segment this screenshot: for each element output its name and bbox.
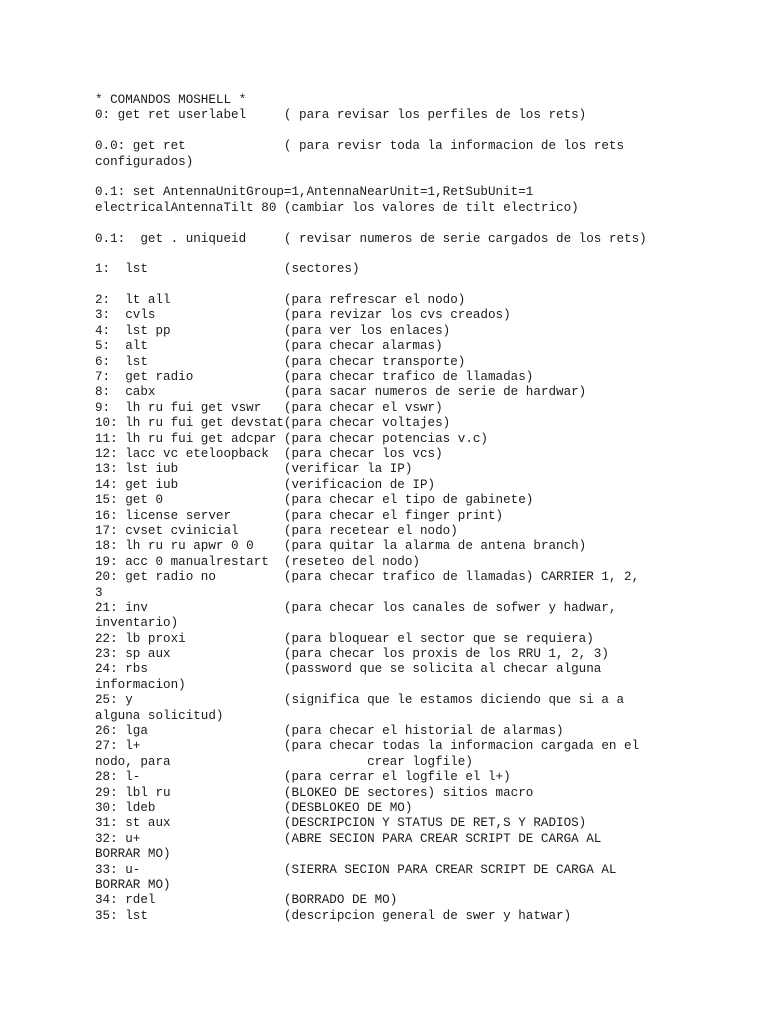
command-line: electricalAntennaTilt 80 (cambiar los valores de tilt electrico) [95, 200, 579, 215]
command-line: nodo, para crear logfile) [95, 754, 473, 769]
command-line: 0.1: set AntennaUnitGroup=1,AntennaNearUnit=1,RetSubUnit=1 [95, 185, 534, 200]
command-line: 29: lbl ru (BLOKEO DE sectores) sitios macro [95, 785, 534, 800]
command-line: 8: cabx (para sacar numeros de serie de hardwar) [95, 385, 587, 400]
command-line: 32: u+ (ABRE SECION PARA CREAR SCRIPT DE CARGA AL [95, 831, 602, 846]
document-title: * COMANDOS MOSHELL * [95, 93, 247, 107]
command-line: inventario) [95, 616, 179, 631]
command-line: 0.1: get . uniqueid ( revisar numeros de serie cargados de los rets) [95, 231, 647, 246]
command-line: 22: lb proxi (para bloquear el sector que se requiera) [95, 631, 594, 646]
command-line: 35: lst (descripcion general de swer y hatwar) [95, 908, 572, 923]
command-line: 17: cvset cvinicial (para recetear el nodo) [95, 523, 458, 538]
command-line: 24: rbs (password que se solicita al checar alguna [95, 662, 602, 677]
command-line: 34: rdel (BORRADO DE MO) [95, 893, 398, 908]
command-line: alguna solicitud) [95, 708, 224, 723]
command-line: 26: lga (para checar el historial de alarmas) [95, 724, 564, 739]
command-line: 6: lst (para checar transporte) [95, 354, 466, 369]
command-line: 30: ldeb (DESBLOKEO DE MO) [95, 800, 413, 815]
document-body [95, 93, 695, 924]
command-line: 4: lst pp (para ver los enlaces) [95, 323, 451, 338]
blank-line [95, 124, 695, 139]
command-line: 7: get radio (para checar trafico de llamadas) [95, 370, 534, 385]
command-line: 12: lacc vc eteloopback (para checar los vcs) [95, 446, 443, 461]
command-line: 13: lst iub (verificar la IP) [95, 462, 413, 477]
command-line: 14: get iub (verificacion de IP) [95, 477, 436, 492]
command-line: 31: st aux (DESCRIPCION Y STATUS DE RET,S Y RADIOS) [95, 816, 587, 831]
command-line: 0.0: get ret ( para revisr toda la informacion de los rets [95, 139, 625, 154]
command-line: 3: cvls (para revizar los cvs creados) [95, 308, 511, 323]
blank-line [95, 170, 695, 185]
command-line: 23: sp aux (para checar los proxis de los RRU 1, 2, 3) [95, 647, 609, 662]
command-line: 3 [95, 585, 103, 600]
command-line: 10: lh ru fui get devstat(para checar voltajes) [95, 416, 451, 431]
command-line: 16: license server (para checar el finger print) [95, 508, 504, 523]
command-line: BORRAR MO) [95, 877, 171, 892]
command-line: 2: lt all (para refrescar el nodo) [95, 293, 466, 308]
command-line: 33: u- (SIERRA SECION PARA CREAR SCRIPT DE CARGA AL [95, 862, 617, 877]
command-line: 20: get radio no (para checar trafico de llamadas) CARRIER 1, 2, [95, 570, 640, 585]
command-line: 9: lh ru fui get vswr (para checar el vswr) [95, 400, 443, 415]
command-line: BORRAR MO) [95, 847, 171, 862]
command-line: 25: y (significa que le estamos diciendo que si a a [95, 693, 625, 708]
command-line: informacion) [95, 677, 186, 692]
blank-line [95, 247, 695, 262]
command-line: 11: lh ru fui get adcpar (para checar potencias v.c) [95, 431, 488, 446]
command-line: 15: get 0 (para checar el tipo de gabinete) [95, 493, 534, 508]
command-line: 28: l- (para cerrar el logfile el l+) [95, 770, 511, 785]
command-line: 5: alt (para checar alarmas) [95, 339, 443, 354]
command-line: 1: lst (sectores) [95, 262, 360, 277]
command-line: 0: get ret userlabel ( para revisar los perfiles de los rets) [95, 108, 587, 123]
blank-line [95, 278, 695, 293]
command-line: 19: acc 0 manualrestart (reseteo del nodo) [95, 554, 420, 569]
command-line: 18: lh ru ru apwr 0 0 (para quitar la alarma de antena branch) [95, 539, 587, 554]
command-line: 21: inv (para checar los canales de sofwer y hadwar, [95, 600, 617, 615]
command-line: configurados) [95, 154, 194, 169]
blank-line [95, 216, 695, 231]
command-line: 27: l+ (para checar todas la informacion cargada en el [95, 739, 640, 754]
